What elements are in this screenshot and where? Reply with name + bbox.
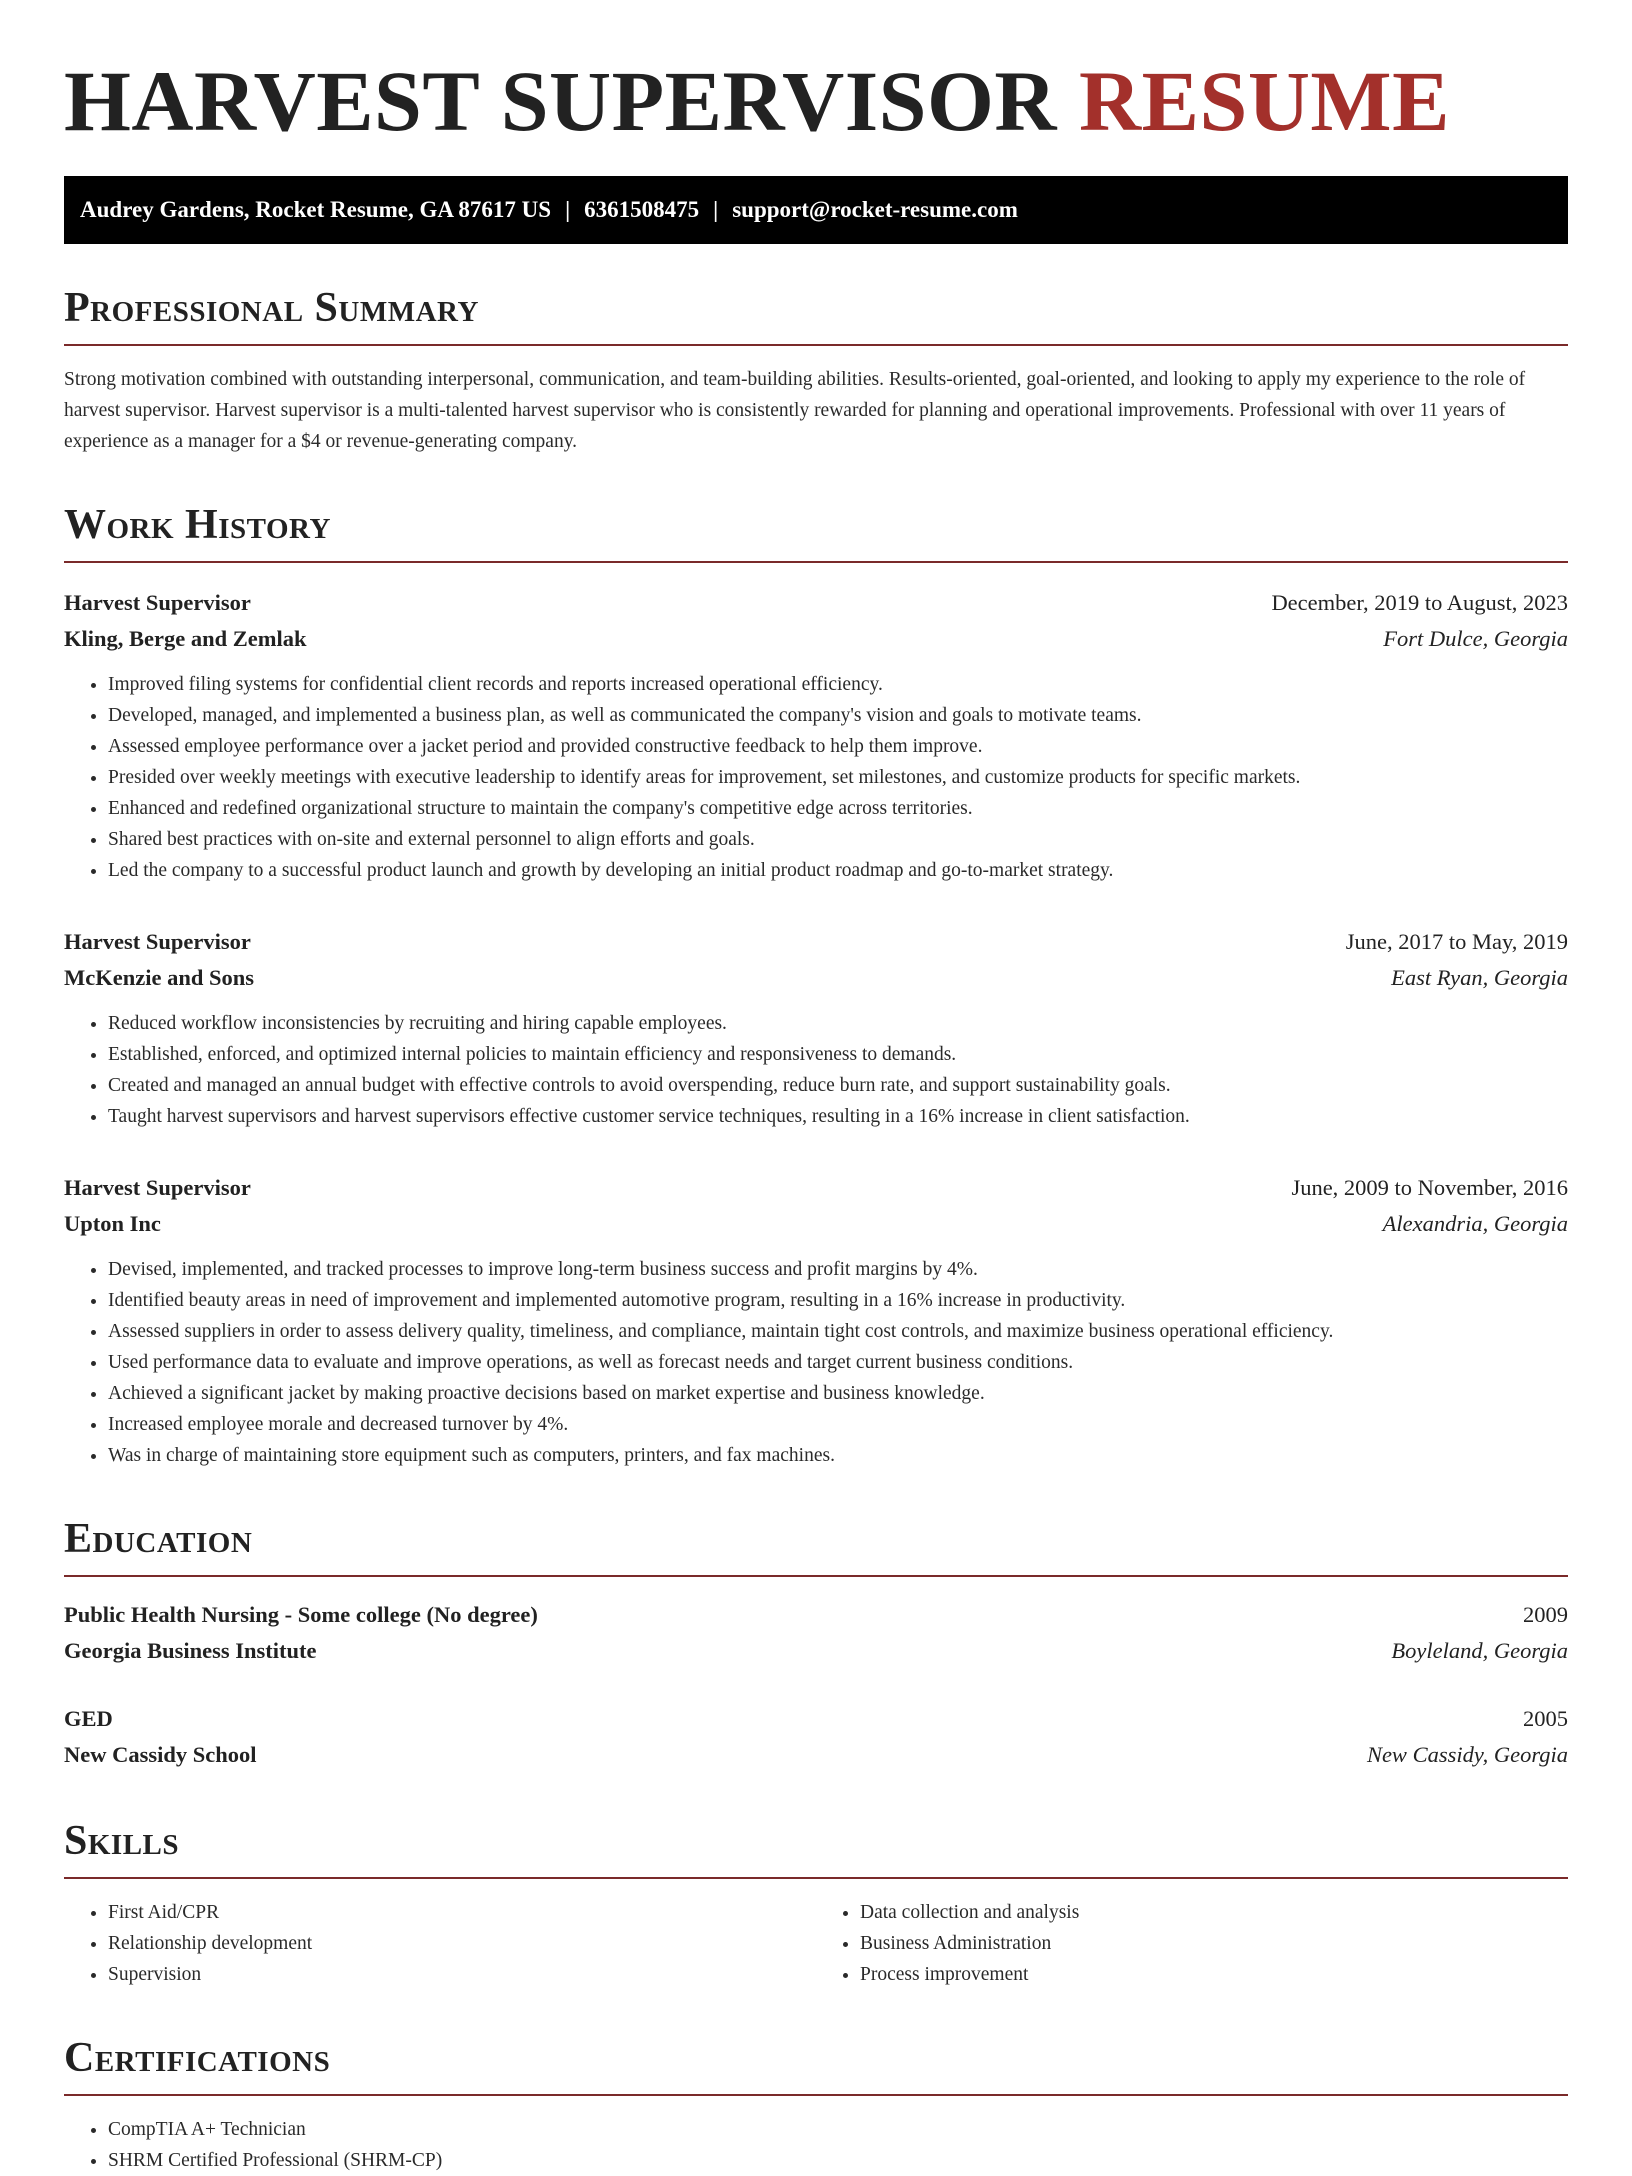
contact-separator: | (565, 197, 571, 222)
education-year: 2009 (1523, 1602, 1568, 1627)
job-title: Harvest Supervisor (64, 929, 251, 954)
skills-list (64, 1897, 1568, 1990)
contact-phone: 6361508475 (584, 197, 700, 222)
education-location: Boyleland, Georgia (1391, 1638, 1568, 1663)
job-bullet: • Achieved a significant jacket by making proactive decisions based on market expertise and business knowledge. (108, 1378, 1568, 1409)
job-company-row (64, 960, 1568, 996)
job-company-row (64, 1206, 1568, 1242)
job-bullet: • Developed, managed, and implemented a business plan, as well as communicated the company's vision and goals to motivate teams. (108, 700, 1568, 731)
skills-column-right (816, 1897, 1568, 1990)
job-bullets (64, 1254, 1568, 1471)
skill-item: • Business Administration (860, 1928, 1568, 1959)
job-company: McKenzie and Sons (64, 965, 255, 990)
job-company: Kling, Berge and Zemlak (64, 626, 307, 651)
job-company-row (64, 621, 1568, 657)
job-bullet: • Reduced workflow inconsistencies by recruiting and hiring capable employees. (108, 1008, 1568, 1039)
education-degree: GED (64, 1706, 113, 1731)
certifications-list (64, 2114, 1568, 2176)
job-bullet: • Shared best practices with on-site and external personnel to align efforts and goals. (108, 824, 1568, 855)
job-bullet: • Assessed employee performance over a jacket period and provided constructive feedback to help them improve. (108, 731, 1568, 762)
job-entry (64, 924, 1568, 1132)
certification-item: • SHRM Certified Professional (SHRM-CP) (108, 2145, 1568, 2176)
job-dates: December, 2019 to August, 2023 (1271, 590, 1568, 615)
skill-item: • First Aid/CPR (108, 1897, 816, 1928)
education-school-row (64, 1737, 1568, 1773)
job-bullet: • Was in charge of maintaining store equipment such as computers, printers, and fax machines. (108, 1440, 1568, 1471)
skill-item: • Process improvement (860, 1959, 1568, 1990)
contact-bar (64, 176, 1568, 244)
education-year: 2005 (1523, 1706, 1568, 1731)
education-school: Georgia Business Institute (64, 1638, 317, 1663)
job-company: Upton Inc (64, 1211, 161, 1236)
job-title-row (64, 924, 1568, 960)
job-location: Fort Dulce, Georgia (1383, 626, 1568, 651)
resume-title (64, 0, 1568, 149)
education-entry (64, 1597, 1568, 1669)
job-bullets (64, 669, 1568, 886)
job-bullet: • Established, enforced, and optimized internal policies to maintain efficiency and responsiveness to demands. (108, 1039, 1568, 1070)
job-dates: June, 2017 to May, 2019 (1345, 929, 1568, 954)
skill-item: • Supervision (108, 1959, 816, 1990)
job-entry (64, 1170, 1568, 1471)
job-bullet: • Improved filing systems for confidential client records and reports increased operational efficiency. (108, 669, 1568, 700)
contact-email[interactable]: support@rocket-resume.com (732, 197, 1018, 222)
section-heading-certifications: Certifications (64, 1990, 1568, 2096)
job-title-row (64, 585, 1568, 621)
job-entry (64, 585, 1568, 886)
education-degree-row (64, 1597, 1568, 1633)
section-heading-skills: Skills (64, 1773, 1568, 1879)
summary-text: Strong motivation combined with outstanding interpersonal, communication, and team-building abilities. Results-oriented, goal-oriented, and looking to apply my experience to the role of harvest supervisor. Harvest supervisor is a multi-talented harvest supervisor who is consistently rewarded for planning and operational improvements. Professional with over 11 years of experience as a manager for a $4 or revenue-generating company. (64, 369, 1526, 452)
job-location: Alexandria, Georgia (1382, 1211, 1568, 1236)
job-dates: June, 2009 to November, 2016 (1291, 1175, 1568, 1200)
education-school: New Cassidy School (64, 1742, 257, 1767)
education-entry (64, 1701, 1568, 1773)
skills-column-left (64, 1897, 816, 1990)
job-bullet: • Devised, implemented, and tracked processes to improve long-term business success and profit margins by 4%. (108, 1254, 1568, 1285)
certifications-bullets (64, 2114, 1568, 2176)
job-bullet: • Identified beauty areas in need of improvement and implemented automotive program, resulting in a 16% increase in productivity. (108, 1285, 1568, 1316)
job-bullet: • Presided over weekly meetings with executive leadership to identify areas for improvement, set milestones, and customize products for specific markets. (108, 762, 1568, 793)
job-bullet: • Led the company to a successful product launch and growth by developing an initial product roadmap and go-to-market strategy. (108, 855, 1568, 886)
job-bullet: • Increased employee morale and decreased turnover by 4%. (108, 1409, 1568, 1440)
job-bullets (64, 1008, 1568, 1132)
certification-item: • CompTIA A+ Technician (108, 2114, 1568, 2145)
job-bullet: • Assessed suppliers in order to assess delivery quality, timeliness, and compliance, maintain tight cost controls, and maximize business operational efficiency. (108, 1316, 1568, 1347)
education-location: New Cassidy, Georgia (1366, 1742, 1568, 1767)
contact-address: Audrey Gardens, Rocket Resume, GA 87617 US (80, 197, 552, 222)
job-bullet: • Enhanced and redefined organizational structure to maintain the company's competitive edge across territories. (108, 793, 1568, 824)
skill-item: • Data collection and analysis (860, 1897, 1568, 1928)
job-bullet: • Created and managed an annual budget with effective controls to avoid overspending, reduce burn rate, and support sustainability goals. (108, 1070, 1568, 1101)
education-degree: Public Health Nursing - Some college (No degree) (64, 1602, 538, 1627)
job-bullet: • Used performance data to evaluate and improve operations, as well as forecast needs and target current business conditions. (108, 1347, 1568, 1378)
job-bullet: • Taught harvest supervisors and harvest supervisors effective customer service techniques, resulting in a 16% increase in client satisfaction. (108, 1101, 1568, 1132)
skill-item: • Relationship development (108, 1928, 816, 1959)
job-title-row (64, 1170, 1568, 1206)
education-school-row (64, 1633, 1568, 1669)
section-heading-summary: Professional Summary (64, 244, 1568, 346)
education-degree-row (64, 1701, 1568, 1737)
title-main: HARVEST SUPERVISOR (64, 53, 1058, 149)
section-heading-work-history: Work History (64, 457, 1568, 563)
title-accent: RESUME (1079, 53, 1450, 149)
section-heading-education: Education (64, 1471, 1568, 1577)
job-title: Harvest Supervisor (64, 1175, 251, 1200)
job-location: East Ryan, Georgia (1391, 965, 1568, 990)
contact-separator: | (713, 197, 719, 222)
job-title: Harvest Supervisor (64, 590, 251, 615)
